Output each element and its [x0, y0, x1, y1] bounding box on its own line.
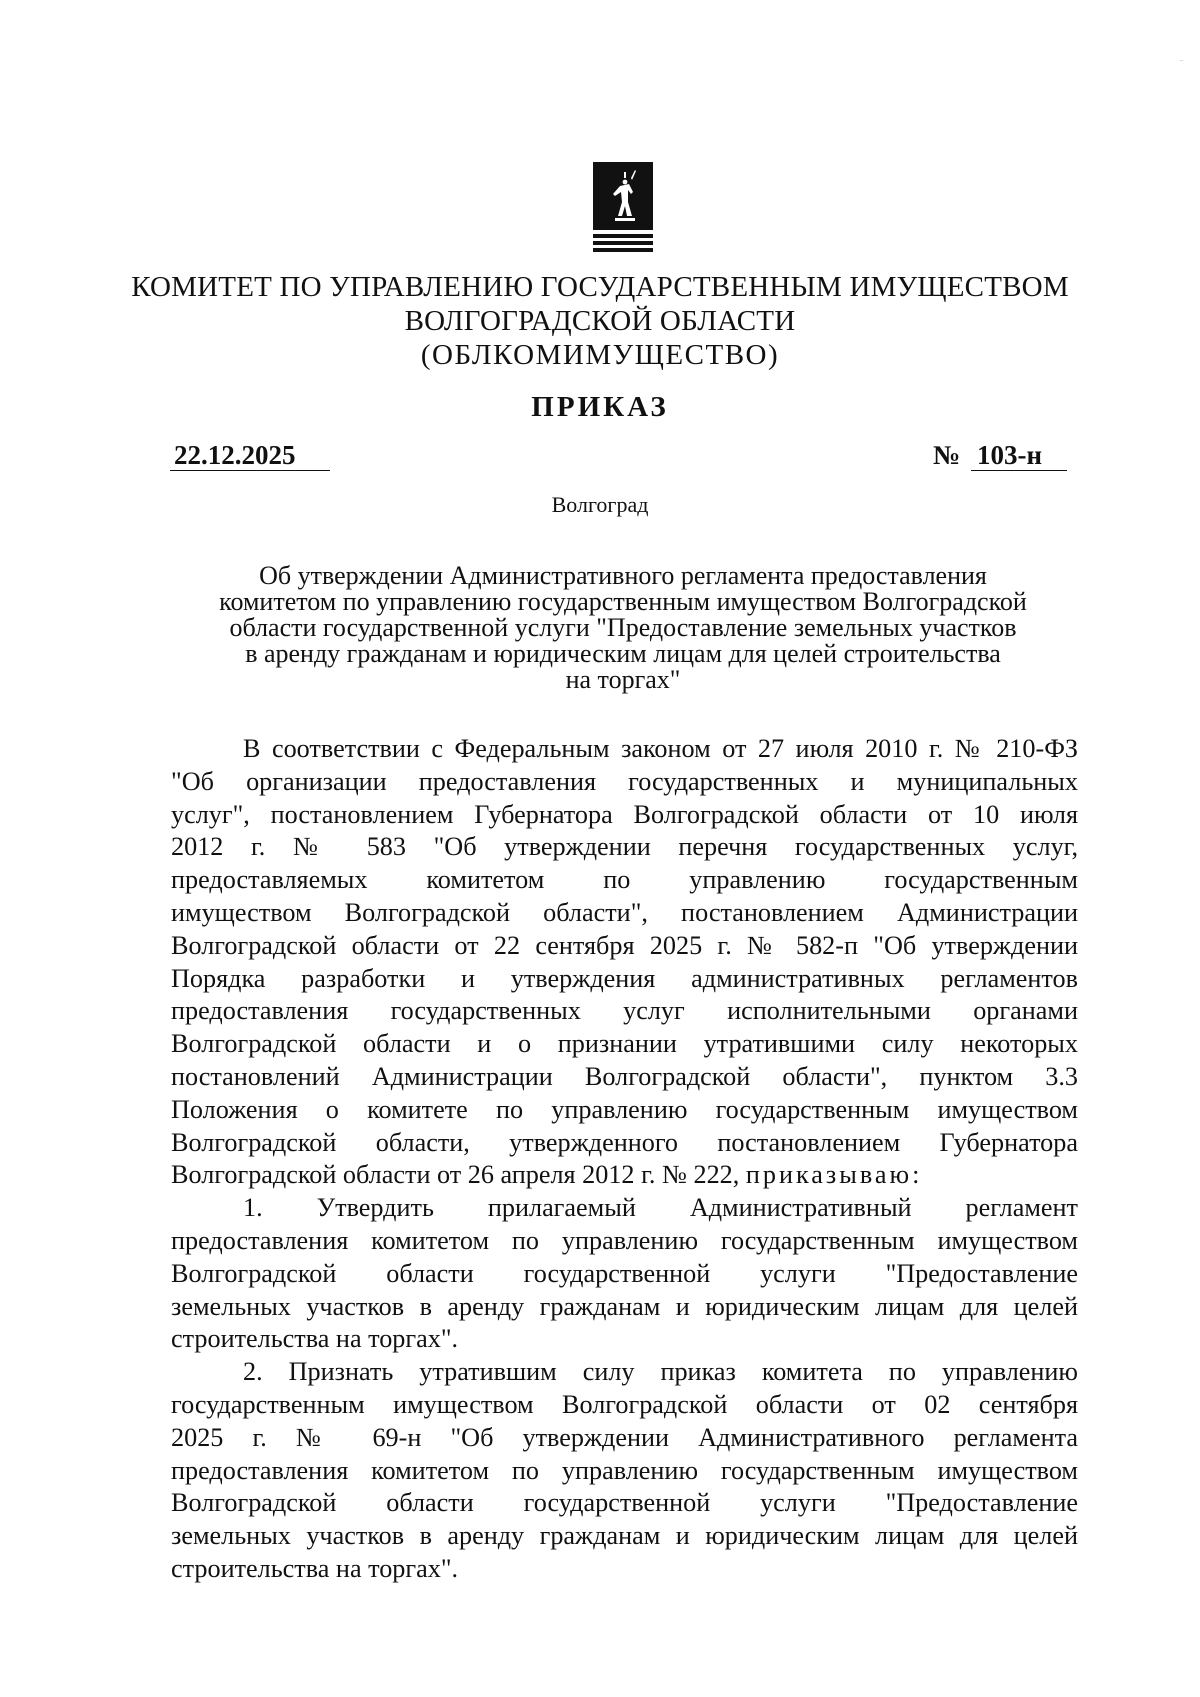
volgograd-coat-of-arms-icon: [591, 160, 655, 256]
item-1-line: строительства на торгах".: [171, 1324, 459, 1354]
document-type: ПРИКАЗ: [531, 391, 669, 423]
item-2-line: предоставления комитетом по управлению государственным имуществом: [171, 1455, 1078, 1485]
body-line: Положения о комитете по управлению государственным имуществом: [171, 1094, 1078, 1124]
item-2-line: строительства на торгах".: [171, 1553, 459, 1583]
title-line: Об утверждении Административного регламента предоставления: [259, 561, 987, 590]
body-line: [171, 1159, 1078, 1192]
body-line: постановлений Администрации Волгоградской области", пунктом 3.3: [171, 1061, 1078, 1091]
city: Волгоград: [551, 492, 649, 517]
body-line: Волгоградской области, утвержденного постановлением Губернатора: [171, 1127, 1078, 1157]
body-line: 2012 г. № 583 "Об утверждении перечня государственных услуг,: [171, 832, 1078, 862]
title-line: области государственной услуги "Предоставление земельных участков: [229, 613, 1017, 642]
order-number: 103-н: [971, 440, 1067, 471]
item-2-line: государственным имуществом Волгоградской области от 02 сентября: [171, 1389, 1078, 1419]
body-line: имуществом Волгоградской области", постановлением Администрации: [171, 897, 1078, 927]
body-line: предоставляемых комитетом по управлению государственным: [171, 865, 1078, 895]
body-line: услуг", постановлением Губернатора Волгоградской области от 10 июля: [171, 799, 1078, 829]
item-2-line: земельных участков в аренду гражданам и юридическим лицам для целей: [171, 1521, 1078, 1551]
item-1-line: земельных участков в аренду гражданам и юридическим лицам для целей: [171, 1291, 1078, 1321]
body-line: Волгоградской области от 22 сентября 2025 г. № 582-п "Об утверждении: [171, 930, 1078, 960]
body-line: В соответствии с Федеральным законом от 27 июля 2010 г. № 210-ФЗ: [243, 734, 1078, 763]
number-sign: №: [933, 440, 961, 470]
order-number-block: [933, 440, 1073, 471]
item-1-line: 1. Утвердить прилагаемый Административный регламент: [243, 1193, 1078, 1223]
body-line: предоставления государственных услуг исполнительными органами: [171, 996, 1078, 1026]
organization-name-line-1: КОМИТЕТ ПО УПРАВЛЕНИЮ ГОСУДАРСТВЕННЫМ ИМУЩЕСТВОМ: [131, 271, 1069, 303]
item-2-line: 2025 г. № 69-н "Об утверждении Административного регламента: [171, 1422, 1078, 1452]
organization-name-line-2: ВОЛГОГРАДСКОЙ ОБЛАСТИ: [404, 305, 796, 337]
item-2-line: Волгоградской области государственной услуги "Предоставление: [171, 1488, 1078, 1518]
scan-gutter-mark: [1180, 60, 1183, 61]
body-line: Порядка разработки и утверждения административных регламентов: [171, 963, 1078, 993]
organization-short-name: (ОБЛКОМИМУЩЕСТВО): [420, 339, 780, 371]
title-line: на торгах": [565, 665, 681, 694]
order-date: 22.12.2025: [170, 440, 330, 471]
item-1-line: предоставления комитетом по управлению государственным имуществом: [171, 1225, 1078, 1255]
title-line: в аренду гражданам и юридическим лицам для целей строительства: [245, 639, 1001, 668]
order-body: [171, 733, 1078, 1586]
item-1-line: Волгоградской области государственной услуги "Предоставление: [171, 1258, 1078, 1288]
item-2-line: 2. Признать утратившим силу приказ комитета по управлению: [243, 1357, 1078, 1387]
title-line: комитетом по управлению государственным имуществом Волгоградской: [219, 587, 1027, 616]
body-line: "Об организации предоставления государственных и муниципальных: [171, 766, 1078, 796]
order-word: приказываю:: [745, 1160, 923, 1190]
body-line-text: Волгоградской области от 26 апреля 2012 г. № 222,: [171, 1160, 740, 1190]
order-title: [170, 563, 1076, 693]
body-line: Волгоградской области и о признании утратившими силу некоторых: [171, 1029, 1078, 1059]
